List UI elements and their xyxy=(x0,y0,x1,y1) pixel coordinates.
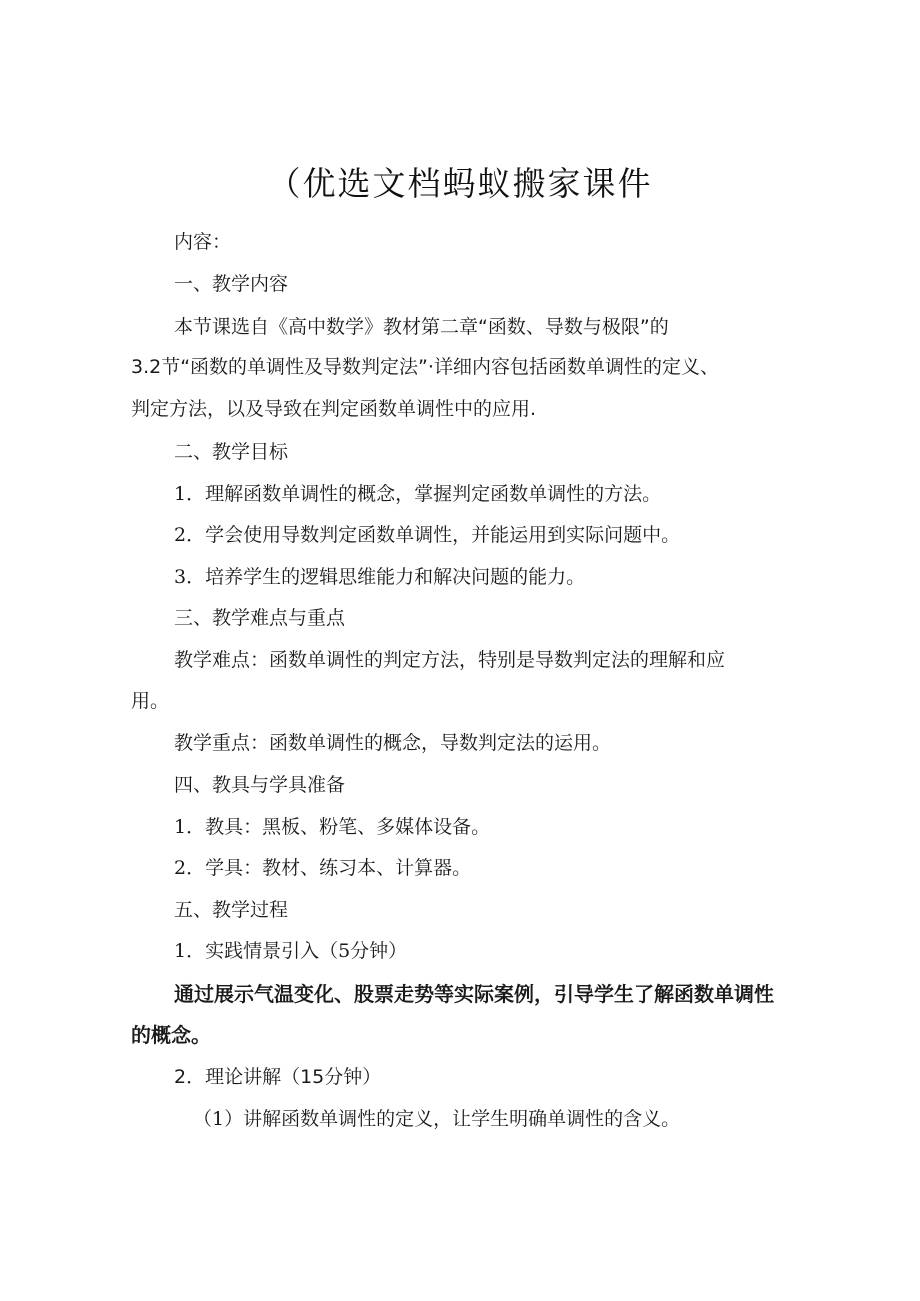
document-title: （优选文档蚂蚁搬家课件 xyxy=(267,164,653,203)
content-label: 内容： xyxy=(174,231,232,253)
list-item: 2．学会使用导数判定函数单调性，并能运用到实际问题中。 xyxy=(174,524,681,546)
section-heading-tools: 四、教具与学具准备 xyxy=(174,774,346,796)
list-item: （1）讲解函数单调性的定义，让学生明确单调性的含义。 xyxy=(193,1108,681,1130)
list-item: 2．理论讲解（15分钟） xyxy=(174,1066,382,1088)
list-item: 2．学具：教材、练习本、计算器。 xyxy=(174,857,472,879)
list-item: 1．实践情景引入（5分钟） xyxy=(174,940,408,962)
section-heading-teaching-content: 一、教学内容 xyxy=(174,273,289,295)
paragraph-line: 教学难点：函数单调性的判定方法，特别是导数判定法的理解和应 xyxy=(174,649,726,671)
paragraph-line: 通过展示气温变化、股票走势等实际案例，引导学生了解函数单调性 xyxy=(174,982,774,1006)
section-heading-difficulty-focus: 三、教学难点与重点 xyxy=(174,607,346,629)
paragraph-line: 教学重点：函数单调性的概念，导数判定法的运用。 xyxy=(174,732,612,754)
paragraph-line: 的概念。 xyxy=(131,1023,211,1047)
list-item: 1．教具：黑板、粉笔、多媒体设备。 xyxy=(174,816,491,838)
list-item: 1．理解函数单调性的概念，掌握判定函数单调性的方法。 xyxy=(174,483,662,505)
paragraph-line: 本节课选自《高中数学》教材第二章“函数、导数与极限”的 xyxy=(174,316,669,338)
paragraph-line: 用。 xyxy=(131,690,170,712)
paragraph-line: 3.2节“函数的单调性及导数判定法”·详细内容包括函数单调性的定义、 xyxy=(131,356,719,378)
section-heading-teaching-process: 五、教学过程 xyxy=(174,899,289,921)
section-heading-teaching-goals: 二、教学目标 xyxy=(174,441,289,463)
list-item: 3．培养学生的逻辑思维能力和解决问题的能力。 xyxy=(174,566,586,588)
paragraph-line: 判定方法，以及导致在判定函数单调性中的应用. xyxy=(131,398,537,420)
